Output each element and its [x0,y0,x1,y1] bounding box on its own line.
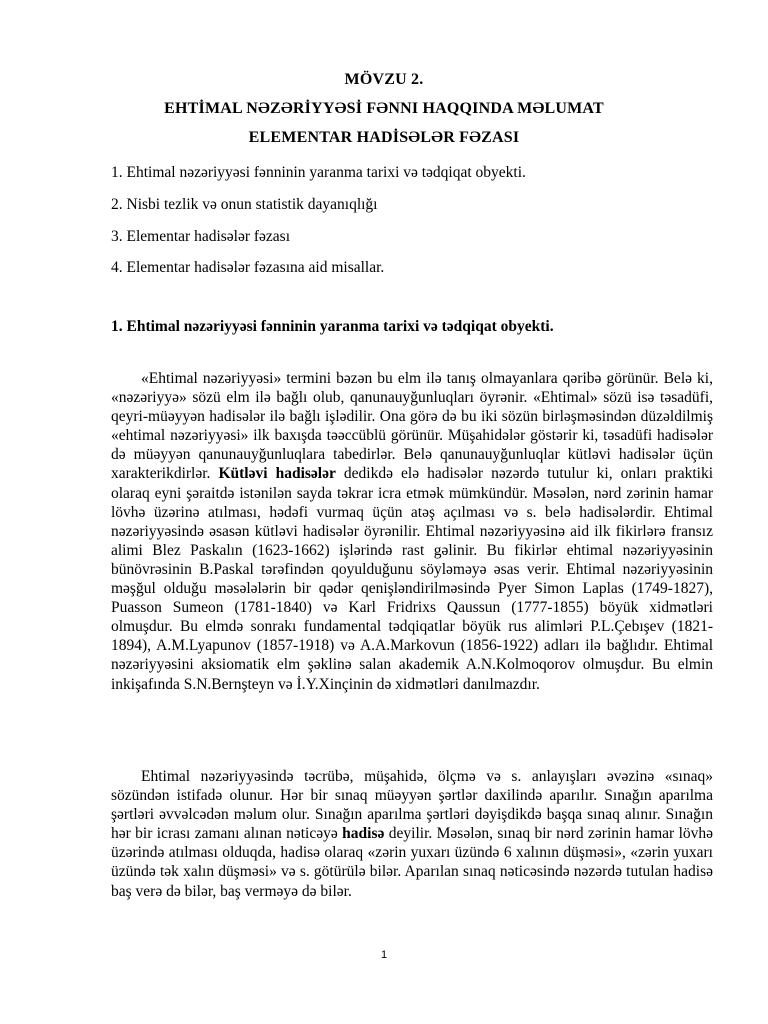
paragraph-1 [111,369,713,694]
document-title-line1: EHTİMAL NƏZƏRİYYƏSİ FƏNNI HAQQINDA MƏLUMAT [164,100,604,117]
toc-item-4: 4. Elementar hadisələr fəzasına aid misallar. [111,259,385,276]
paragraph-2-bold-term: hadisə [342,825,385,843]
paragraph-2 [111,767,713,901]
paragraph-2-text-a: Ehtimal nəzəriyyəsində təcrübə, müşahidə, ölçmə və s. anlayışları əvəzinə «sınaq» sözündən istifadə olunur. Hər bir sınaq müəyyən şərtlər daxilində aparılır. Sınağın aparılma şərtləri əvvəlcədən məlum olur. Sınağın aparılma şərtləri dəyişdikdə başqa sınaq alınır. Sınağın hər bir icrası zamanı alınan nəticəyə [111,768,713,843]
section-heading: 1. Ehtimal nəzəriyyəsi fənninin yaranma tarixi və tədqiqat obyekti. [111,318,554,335]
topic-label: MÖVZU 2. [344,71,424,88]
paragraph-1-text-a: «Ehtimal nəzəriyyəsi» termini bəzən bu elm ilə tanış olmayanlara qəribə görünür. Belə ki, «nəzəriyyə» sözü elm ilə bağlı olub, qanunauyğunluqları öyrənir. «Ehtimal» sözü isə təsadüfi, qeyri-müəyyən hadisələr ilə bağlı işlədilir. Ona görə də bu iki sözün birləşməsindən düzəldilmiş «ehtimal nəzəriyyəsi» ilk baxışda təəccüblü görünür. Müşahidələr göstərir ki, təsadüfi hadisələr də müəyyən qanunauyğunluqlara tabedirlər. Belə qanunauyğunluqlar kütləvi hadisələr üçün xarakterikdirlər. [111,370,713,483]
paragraph-1-text-b: dedikdə elə hadisələr nəzərdə tutulur ki, onları praktiki olaraq eyni şəraitdə istənilən sayda təkrar icra etmək mümkündür. Məsələn, nərd zərinin hamar lövhə üzərinə atılması, hədəfi vurmaq üçün atəş açılması və s. belə hadisələrdir. Ehtimal nəzəriyyəsində əsasən kütləvi hadisələr öyrənilir. Ehtimal nəzəriyyəsinə aid ilk fikirlərə fransız alimi Blez Paskalın (1623-1662) işlərində rast gəlinir. Bu fikirlər ehtimal nəzəriyyəsinin bünövrəsinin B.Paskal tərəfindən qoyulduğunu söyləməyə əsas verir. Ehtimal nəzəriyyəsinin məşğul olduğu məsələlərin bir qədər qenişləndirilməsində Pyer Simon Laplas (1749-1827), Puasson Sumeon (1781-1840) və Karl Fridrixs Qaussun (1777-1855) böyük xidmətləri olmuşdur. Bu elmdə sonrakı fundamental tədqiqatlar böyük rus alimləri P.L.Çebışev (1821-1894), A.M.Lyapunov (1857-1918) və A.A.Markovun (1856-1922) adları ilə bağlıdır. Ehtimal nəzəriyyəsini aksiomatik elm şəklinə salan akademik A.N.Kolmoqorov olmuşdur. Bu elmin inkişafında S.N.Bernşteyn və İ.Y.Xinçinin də xidmətləri danılmazdır. [111,465,714,693]
paragraph-2-text-b: deyilir. Məsələn, sınaq bir nərd zərinin hamar lövhə üzərində atılması olduqda, hadisə olaraq «zərin yuxarı üzündə 6 xalının düşməsi», «zərin yuxarı üzündə tək xalın düşməsi» və s. götürülə bilər. Aparılan sınaq nəticəsində nəzərdə tutulan hadisə baş verə də bilər, baş verməyə də bilər. [111,825,713,900]
paragraph-1-bold-term: Kütləvi hadisələr [218,465,336,483]
toc-item-3: 3. Elementar hadisələr fəzası [111,228,291,245]
toc-item-1: 1. Ehtimal nəzəriyyəsi fənninin yaranma tarixi və tədqiqat obyekti. [111,164,526,181]
page-number: 1 [380,949,388,961]
document-title-line2: ELEMENTAR HADİSƏLƏR FƏZASI [248,129,520,146]
toc-item-2: 2. Nisbi tezlik və onun statistik dayanıqlığı [111,196,378,213]
